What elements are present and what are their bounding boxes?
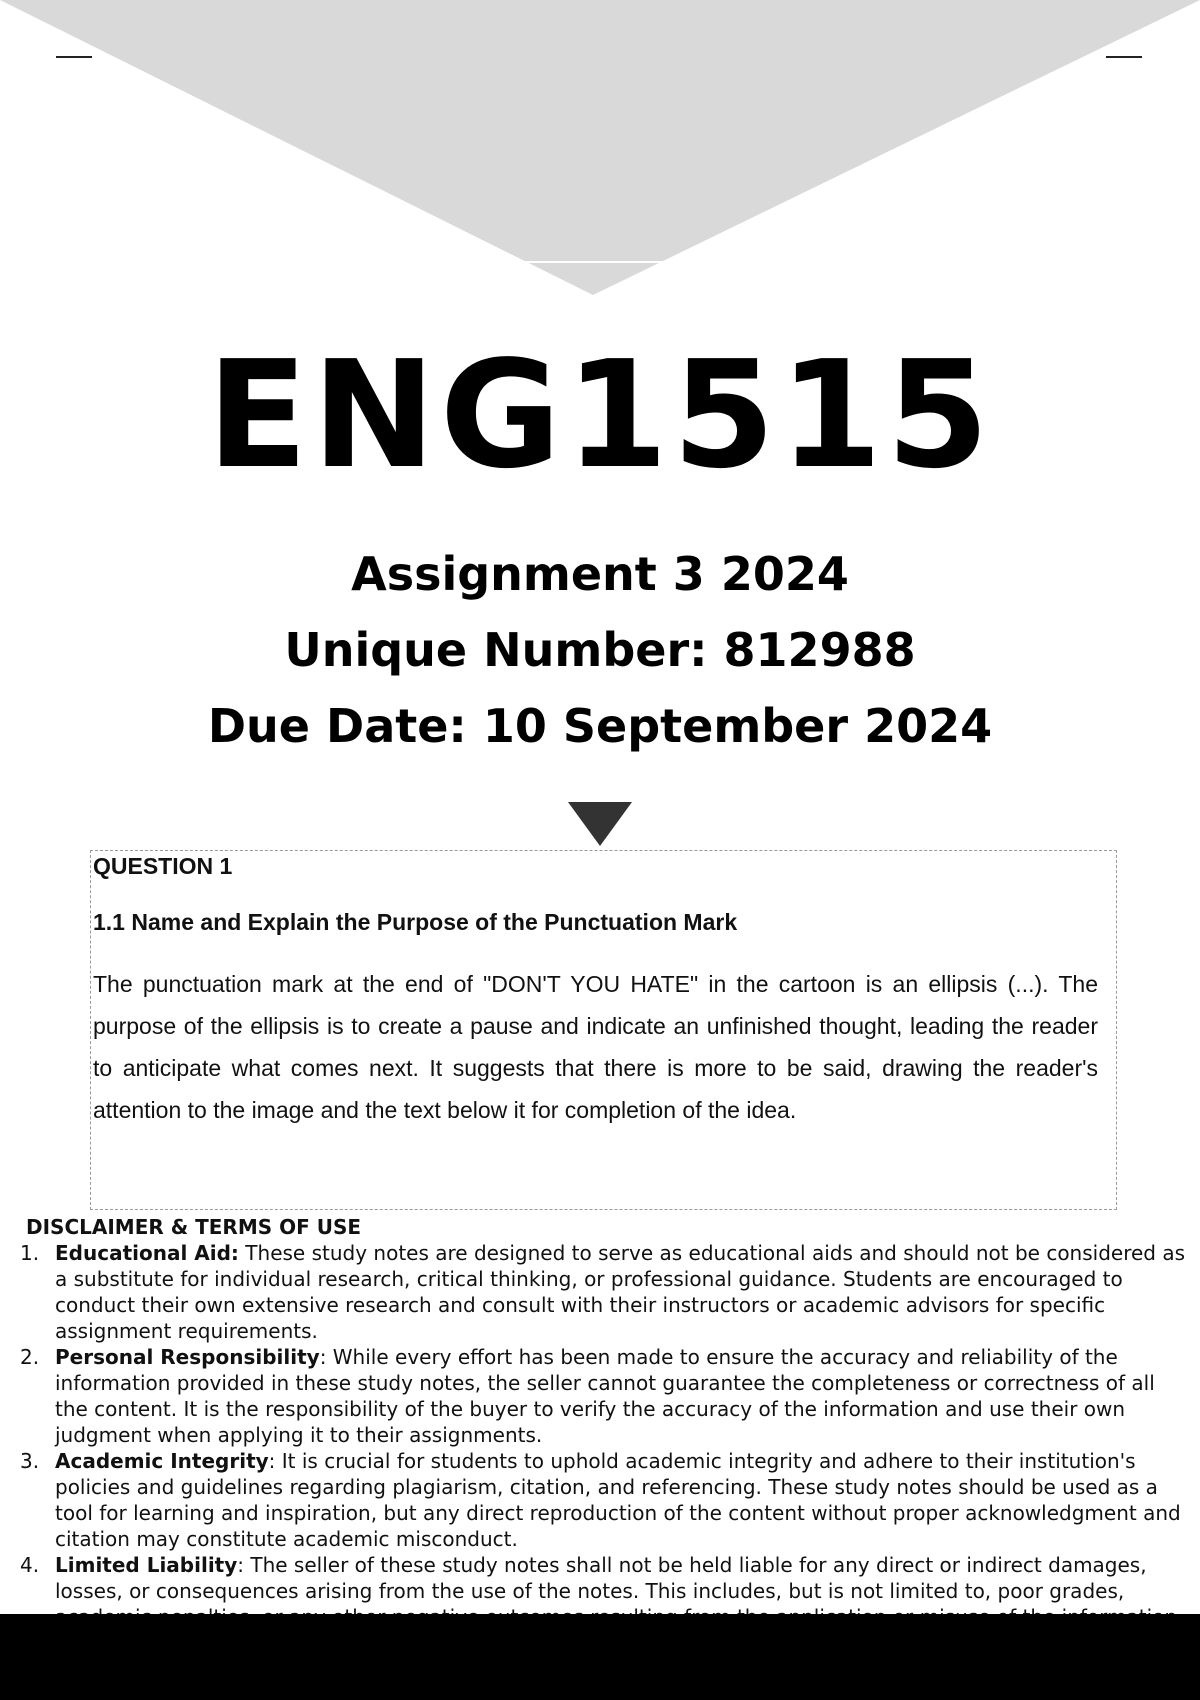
question-body: The punctuation mark at the end of "DON'T YOU HATE" in the cartoon is an ellipsis (...). The purpose of the ellipsis is to create a pause and indicate an unfinished thought, leading the reader to anticipate what comes next. It suggests that there is more to be said, drawing the reader's attention to the image and the text below it for completion of the idea. xyxy=(93,971,1098,1123)
disclaimer-item-number: 2. xyxy=(20,1345,40,1369)
disclaimer-item-text: : While every effort has been made to ensure the accuracy and reliability of the information provided in these study notes, the seller cannot guarantee the completeness or correctness of all the content. It is the responsibility of the buyer to verify the accuracy of the information and use their own judgment when applying it to their assignments. xyxy=(55,1345,1155,1447)
question-title: QUESTION 1 xyxy=(93,853,233,879)
disclaimer-item xyxy=(0,1240,1200,1344)
disclaimer-item-heading: Educational Aid: xyxy=(55,1241,239,1265)
disclaimer-item-number: 3. xyxy=(20,1449,40,1473)
disclaimer-title: DISCLAIMER & TERMS OF USE xyxy=(26,1215,362,1239)
disclaimer-item-heading: Academic Integrity xyxy=(55,1449,269,1473)
down-triangle-icon xyxy=(568,802,632,846)
disclaimer-item-text: : The seller of these study notes shall not be held liable for any direct or indirect damages, losses, or consequences arising from the use of the notes. This includes, but is not limited to, poor grades, xyxy=(55,1553,1147,1603)
question-subtitle: 1.1 Name and Explain the Purpose of the Punctuation Mark xyxy=(93,909,738,935)
banner-chevron-graphic xyxy=(0,0,1200,300)
corner-dash-left xyxy=(56,56,92,58)
course-code-title: ENG1515 xyxy=(206,329,994,501)
disclaimer-item-number: 1. xyxy=(20,1241,40,1265)
disclaimer-item xyxy=(0,1448,1200,1552)
disclaimer-item-heading: Personal Responsibility xyxy=(55,1345,320,1369)
disclaimer-item-number: 4. xyxy=(20,1553,40,1577)
question-box xyxy=(90,850,1117,1210)
bottom-black-bar xyxy=(0,1614,1200,1700)
disclaimer-item-text: : It is crucial for students to uphold academic integrity and adhere to their institution's policies and guidelines regarding plagiarism, citation, and referencing. These study notes should be used as a tool for learning and inspiration, but any direct reproduction of the content without proper acknowledgment and citation may constitute academic misconduct. xyxy=(55,1449,1181,1551)
assignment-label: Assignment 3 2024 xyxy=(351,547,849,601)
corner-dash-right xyxy=(1106,56,1142,58)
due-date-label: Due Date: 10 September 2024 xyxy=(207,699,993,753)
disclaimer-list xyxy=(0,1240,1200,1630)
disclaimer-item-text: These study notes are designed to serve as educational aids and should not be considered as a substitute for individual research, critical thinking, or professional guidance. Students are encouraged to conduct their own extensive research and consult with their instructors or academic advisors for specific assignment requirements. xyxy=(55,1241,1186,1343)
disclaimer-item-heading: Limited Liability xyxy=(55,1553,238,1577)
disclaimer-item xyxy=(0,1344,1200,1448)
unique-number-label: Unique Number: 812988 xyxy=(284,623,916,677)
